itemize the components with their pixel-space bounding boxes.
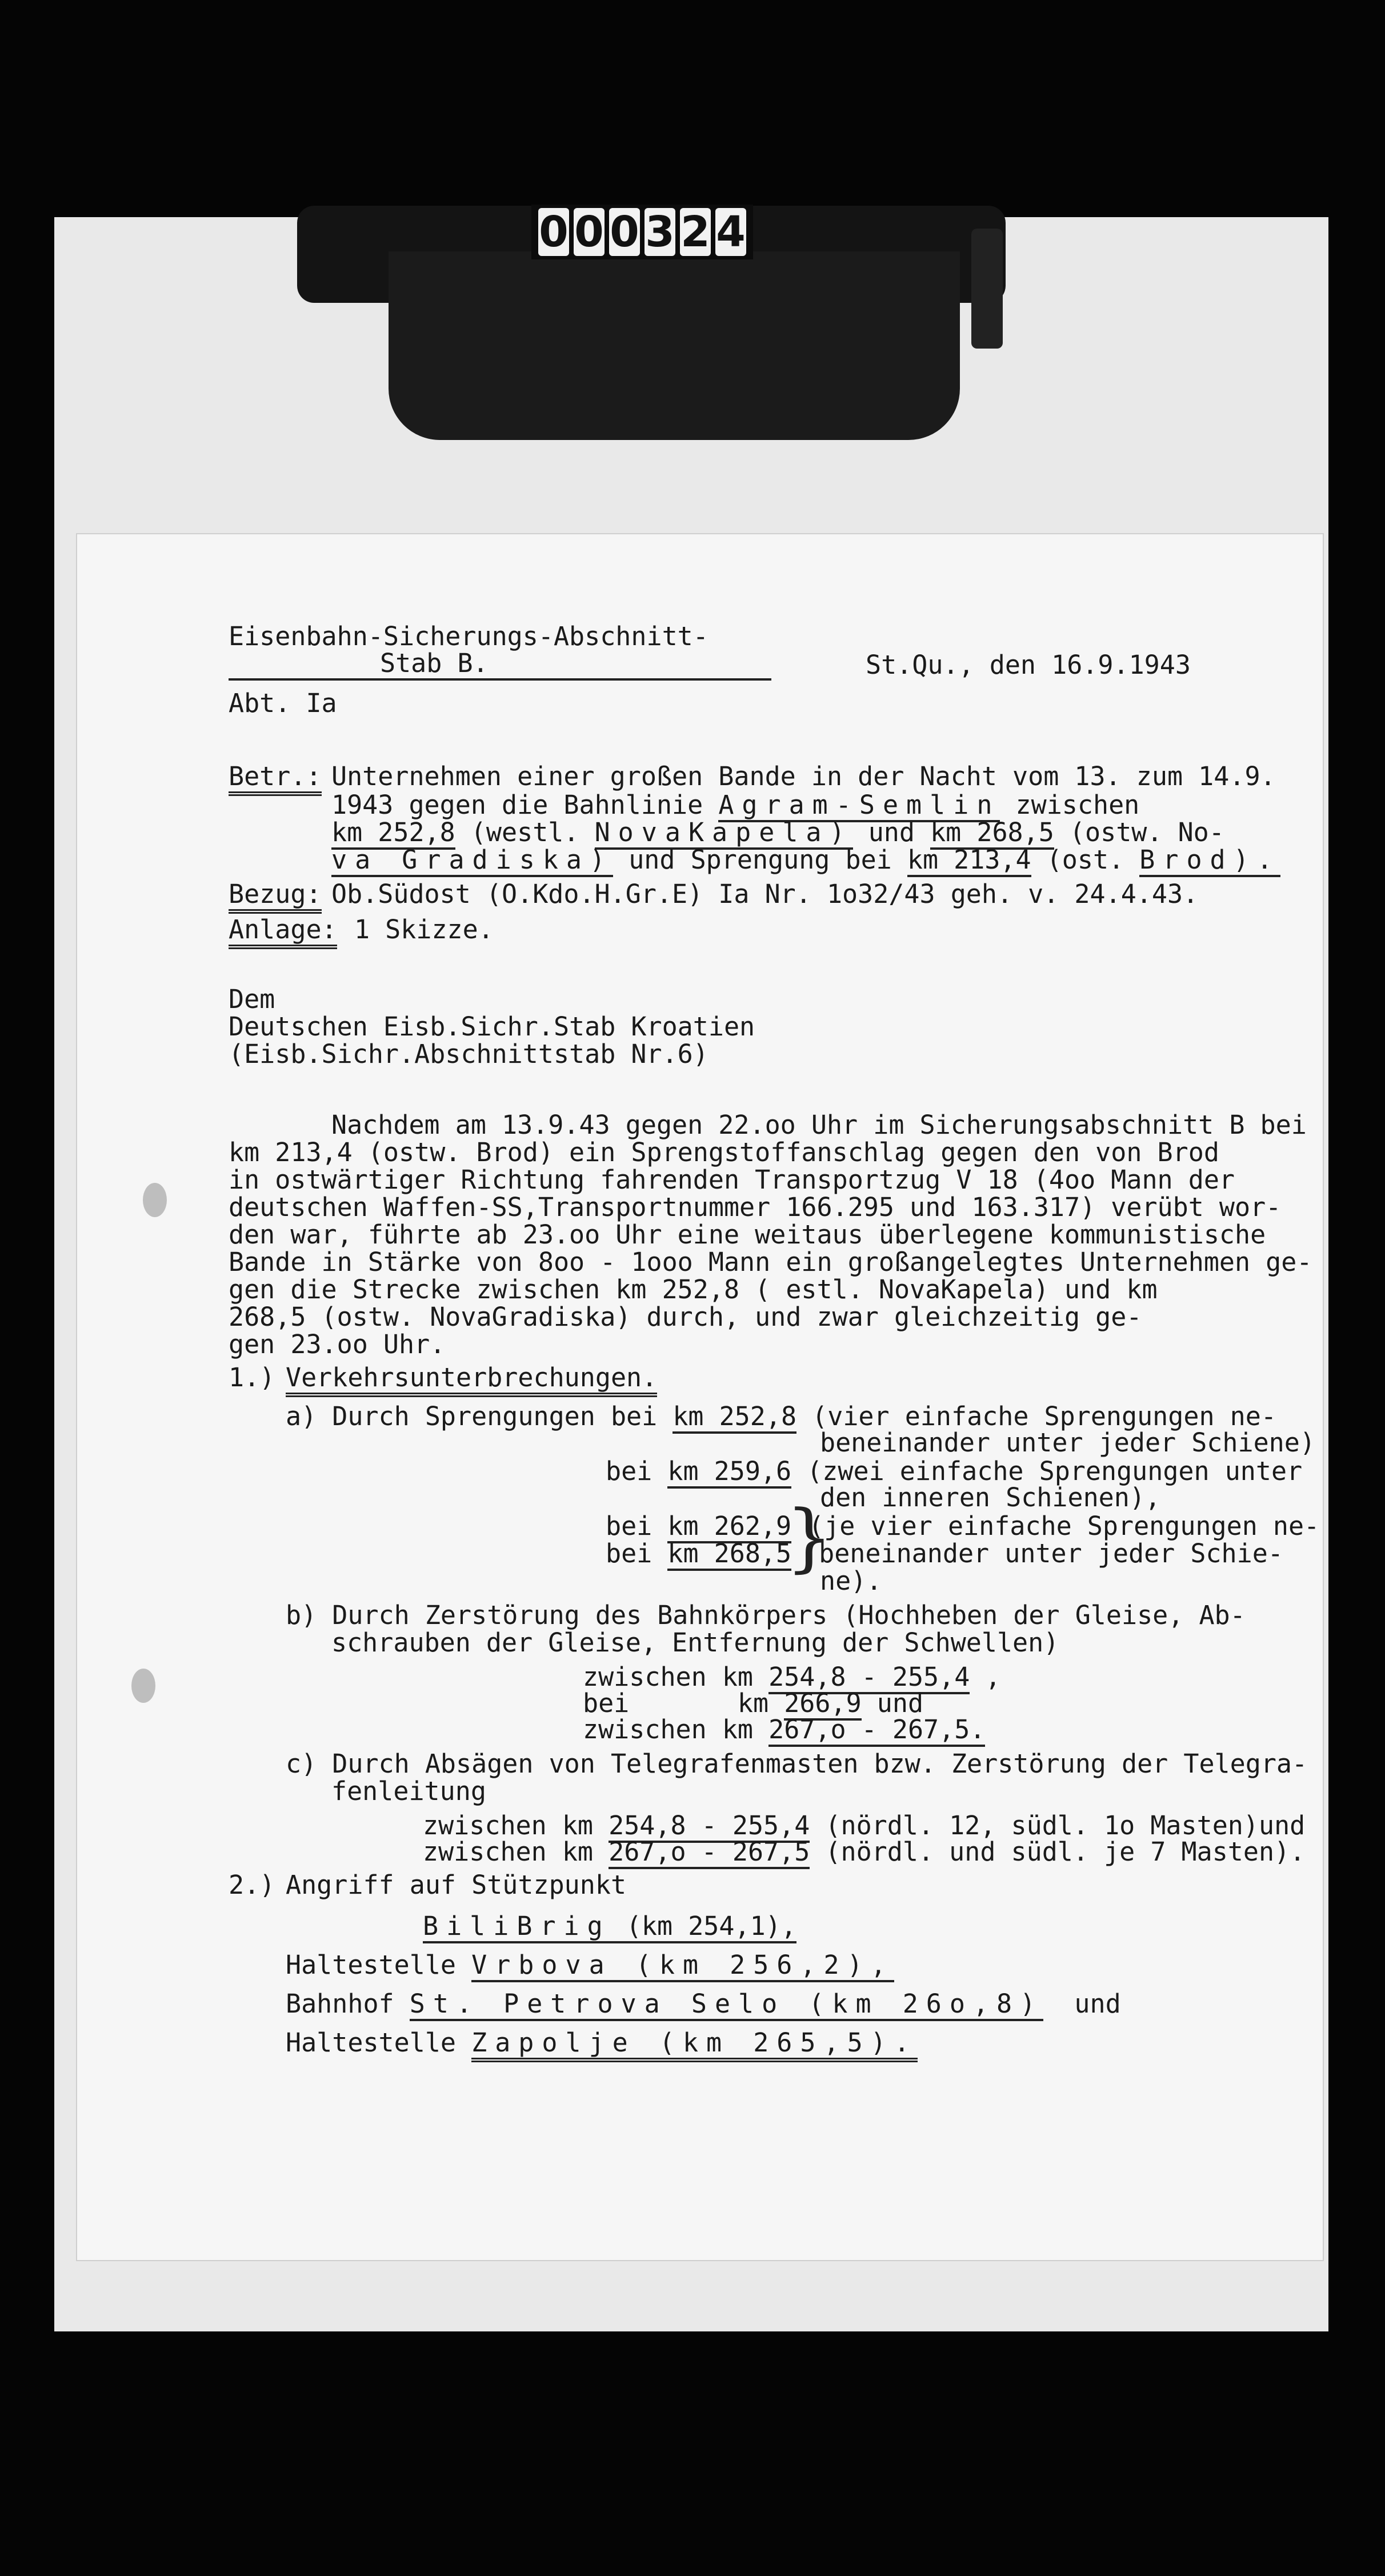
bezug-text: Ob.Südost (O.Kdo.H.Gr.E) Ia Nr. 1o32/43 geh. v. 24.4.43.	[331, 879, 1199, 909]
anlage-label: Anlage:	[229, 914, 337, 949]
s1b-line3: zwischen km 254,8 - 255,4 ,	[583, 1663, 1001, 1691]
s2-line4: Haltestelle Zapolje (km 265,5).	[286, 2029, 918, 2057]
s2-line2: Haltestelle Vrbova (km 256,2),	[286, 1951, 894, 1979]
department: Abt. Ia	[229, 688, 337, 718]
counter-digit: 0	[539, 207, 569, 257]
betr-label: Betr.:	[229, 761, 322, 796]
body-line: Bande in Stärke von 8oo - 1ooo Mann ein großangelegtes Unternehmen ge-	[229, 1247, 1312, 1277]
place-date: St.Qu., den 16.9.1943	[866, 650, 1191, 680]
section2-title: Angriff auf Stützpunkt	[286, 1870, 627, 1900]
frame-counter	[531, 205, 753, 259]
counter-digit: 0	[574, 207, 604, 257]
s1a-line4: den inneren Schienen),	[820, 1482, 1161, 1513]
counter-mount	[389, 251, 960, 440]
s2-line3: Bahnhof St. Petrova Selo (km 26o,8) und	[286, 1990, 1121, 2018]
sender-line2: Stab B.	[380, 648, 489, 678]
recipient-line3: (Eisb.Sichr.Abschnittstab Nr.6)	[229, 1039, 708, 1069]
body-line: gen die Strecke zwischen km 252,8 ( estl. NovaKapela) und km	[229, 1274, 1158, 1305]
section2-number: 2.)	[229, 1870, 275, 1900]
body-line: in ostwärtiger Richtung fahrenden Transportzug V 18 (4oo Mann der	[229, 1165, 1235, 1195]
section1-number: 1.)	[229, 1362, 275, 1393]
betr-line2: 1943 gegen die Bahnlinie Agram-Semlin zwischen	[331, 791, 1139, 819]
s1b-line2: schrauben der Gleise, Entfernung der Schwellen)	[331, 1627, 1059, 1658]
betr-line1: Unternehmen einer großen Bande in der Nacht vom 13. zum 14.9.	[331, 761, 1276, 791]
betr-line4: va Gradiska) und Sprengung bei km 213,4 (ost. Brod).	[331, 846, 1280, 874]
counter-digit: 2	[681, 207, 710, 257]
s1a-line1: a) Durch Sprengungen bei km 252,8 (vier einfache Sprengungen ne-	[286, 1403, 1276, 1430]
s1c-line4: zwischen km 267,o - 267,5 (nördl. und südl. je 7 Masten).	[423, 1838, 1305, 1866]
s1a-line7: ne).	[820, 1566, 882, 1596]
betr-line3: km 252,8 (westl. NovaKapela) und km 268,5 (ostw. No-	[331, 819, 1224, 846]
counter-digit: 0	[610, 207, 639, 257]
counter-knob	[971, 229, 1003, 349]
s2-line1: BiliBrig (km 254,1),	[423, 1913, 796, 1940]
s1a-line5: bei km 262,9 (je vier einfache Sprengungen ne-	[606, 1513, 1319, 1540]
s1a-line3: bei km 259,6 (zwei einfache Sprengungen unter	[606, 1458, 1302, 1485]
recipient-line2: Deutschen Eisb.Sichr.Stab Kroatien	[229, 1011, 755, 1042]
s1a-line2: beneinander unter jeder Schiene)	[820, 1427, 1315, 1458]
document-page	[77, 534, 1323, 2260]
recipient-line1: Dem	[229, 984, 275, 1014]
body-line: Nachdem am 13.9.43 gegen 22.oo Uhr im Sicherungsabschnitt B bei	[331, 1110, 1307, 1140]
body-line: den war, führte ab 23.oo Uhr eine weitaus überlegene kommunistische	[229, 1219, 1266, 1250]
counter-digit: 3	[645, 207, 675, 257]
body-line: gen 23.oo Uhr.	[229, 1329, 446, 1359]
counter-digit: 4	[716, 207, 746, 257]
brace: }	[786, 1494, 833, 1581]
body-line: deutschen Waffen-SS,Transportnummer 166.295 und 163.317) verübt wor-	[229, 1192, 1282, 1222]
section1-title: Verkehrsunterbrechungen.	[286, 1362, 657, 1397]
s1b-line1: b) Durch Zerstörung des Bahnkörpers (Hochheben der Gleise, Ab-	[286, 1600, 1246, 1630]
bezug-label: Bezug:	[229, 879, 322, 914]
s1c-line2: fenleitung	[331, 1776, 486, 1806]
s1b-line4: bei km 266,9 und	[583, 1690, 923, 1717]
s1b-line5: zwischen km 267,o - 267,5.	[583, 1716, 985, 1743]
sender-line1: Eisenbahn-Sicherungs-Abschnitt-	[229, 621, 708, 651]
s1c-line1: c) Durch Absägen von Telegrafenmasten bzw. Zerstörung der Telegra-	[286, 1749, 1308, 1779]
body-line: km 213,4 (ostw. Brod) ein Sprengstoffanschlag gegen den von Brod	[229, 1137, 1219, 1167]
document-text	[77, 534, 1323, 2260]
anlage-text: 1 Skizze.	[354, 914, 494, 945]
s1c-line3: zwischen km 254,8 - 255,4 (nördl. 12, südl. 1o Masten)und	[423, 1812, 1305, 1839]
sender-rule	[229, 678, 771, 681]
body-line: 268,5 (ostw. NovaGradiska) durch, und zwar gleichzeitig ge-	[229, 1302, 1142, 1332]
s1a-line6: bei km 268,5 beneinander unter jeder Schie-	[606, 1540, 1283, 1567]
